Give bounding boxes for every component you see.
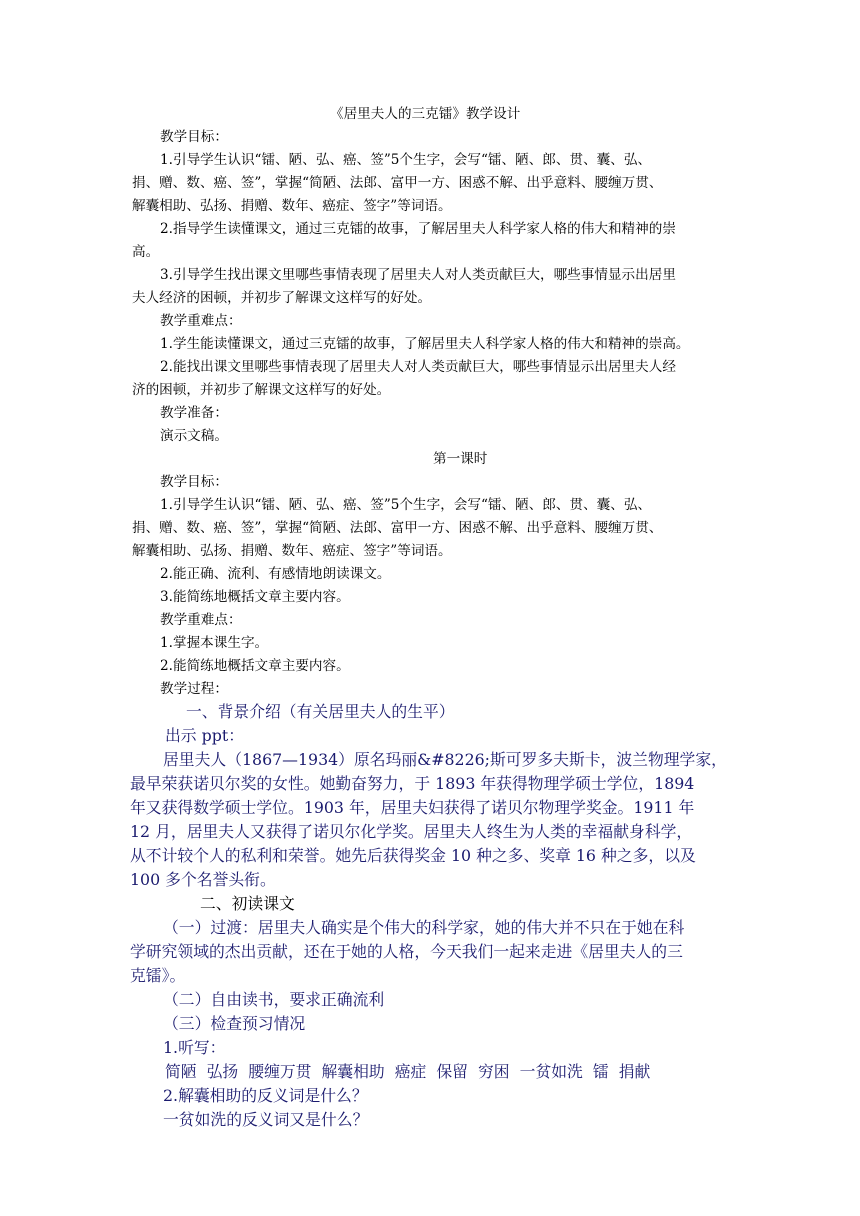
- bio-line-1: 居里夫人（1867—1934）原名玛丽&#8226;斯可罗多夫斯卡，波兰物理学家，: [163, 750, 727, 769]
- lesson-goal-2: 2.能正确、流利、有感情地朗读课文。: [160, 566, 391, 582]
- bio-line-4: 12 月，居里夫人又获得了诺贝尔化学奖。居里夫人终生为人类的幸福献身科学，: [130, 822, 693, 841]
- section-background-heading: 一、背景介绍（有关居里夫人的生平）: [186, 702, 455, 721]
- bio-line-2: 最早荣获诺贝尔奖的女性。她勤奋努力，于 1893 年获得物理学硕士学位，1894: [130, 774, 695, 793]
- lesson-goals-heading: 教学目标：: [160, 474, 228, 490]
- lesson-goal-1-line-2: 捐、赠、数、癌、签”，掌握“简陋、法郎、富甲一方、困惑不解、出乎意料、腰缠万贯、: [132, 520, 663, 536]
- key-point-2-line-2: 济的困顿，并初步了解课文这样写的好处。: [132, 382, 391, 398]
- transition-line-2: 学研究领域的杰出贡献，还在于她的人格，今天我们一起来走进《居里夫人的三: [130, 942, 683, 961]
- bio-line-5: 从不计较个人的私利和荣誉。她先后获得奖金 10 种之多、奖章 16 种之多，以及: [130, 846, 696, 865]
- goal-1-line-2: 捐、赠、数、癌、签”，掌握“简陋、法郎、富甲一方、困惑不解、出乎意料、腰缠万贯、: [132, 175, 663, 191]
- heading-key-points: 教学重难点：: [160, 313, 242, 329]
- show-ppt-label: 出示 ppt：: [165, 726, 244, 745]
- key-point-1: 1.学生能读懂课文，通过三克镭的故事，了解居里夫人科学家人格的伟大和精神的崇高。: [160, 336, 690, 352]
- lesson-goal-1-line-3: 解囊相助、弘扬、捐赠、数年、癌症、签字”等词语。: [132, 543, 452, 559]
- dictation-label: 1.听写：: [163, 1038, 226, 1057]
- free-reading: （二）自由读书，要求正确流利: [163, 990, 385, 1009]
- preparation-text: 演示文稿。: [160, 428, 228, 444]
- lesson-goal-3: 3.能简练地概括文章主要内容。: [160, 589, 350, 605]
- lesson-goal-1-line-1: 1.引导学生认识“镭、陋、弘、癌、签”5个生字，会写“镭、陋、郎、贯、囊、弘、: [160, 497, 652, 513]
- lesson-key-2: 2.能简练地概括文章主要内容。: [160, 658, 350, 674]
- dictation-words: 简陋 弘扬 腰缠万贯 解囊相助 癌症 保留 穷困 一贫如洗 镭 捐献: [165, 1062, 651, 1081]
- process-heading: 教学过程：: [160, 681, 228, 697]
- heading-preparation: 教学准备：: [160, 405, 228, 421]
- heading-teaching-goals: 教学目标：: [160, 129, 228, 145]
- document-title: 《居里夫人的三克镭》教学设计: [330, 106, 521, 122]
- bio-line-6: 100 多个名誉头衔。: [130, 870, 276, 889]
- bio-line-3: 年又获得数学硕士学位。1903 年，居里夫妇获得了诺贝尔物理学奖金。1911 年: [130, 798, 695, 817]
- transition-line-1: （一）过渡：居里夫人确实是个伟大的科学家，她的伟大并不只在于她在科: [163, 918, 685, 937]
- lesson-one-heading: 第一课时: [433, 451, 488, 467]
- antonym-question-2: 一贫如洗的反义词又是什么？: [163, 1110, 369, 1129]
- goal-2-line-2: 高。: [132, 244, 160, 260]
- goal-3-line-1: 3.引导学生找出课文里哪些事情表现了居里夫人对人类贡献巨大，哪些事情显示出居里: [160, 267, 676, 283]
- goal-1-line-3: 解囊相助、弘扬、捐赠、数年、癌症、签字”等词语。: [132, 198, 452, 214]
- lesson-key-heading: 教学重难点：: [160, 612, 242, 628]
- goal-3-line-2: 夫人经济的困顿，并初步了解课文这样写的好处。: [132, 290, 432, 306]
- key-point-2-line-1: 2.能找出课文里哪些事情表现了居里夫人对人类贡献巨大，哪些事情显示出居里夫人经: [160, 359, 676, 375]
- goal-2-line-1: 2.指导学生读懂课文，通过三克镭的故事，了解居里夫人科学家人格的伟大和精神的崇: [160, 221, 676, 237]
- antonym-question-1: 2.解囊相助的反义词是什么？: [163, 1086, 368, 1105]
- transition-line-3: 克镭》。: [130, 966, 186, 985]
- lesson-key-1: 1.掌握本课生字。: [160, 635, 269, 651]
- section-first-reading-heading: 二、初读课文: [200, 894, 295, 913]
- goal-1-line-1: 1.引导学生认识“镭、陋、弘、癌、签”5个生字，会写“镭、陋、郎、贯、囊、弘、: [160, 152, 652, 168]
- check-preview: （三）检查预习情况: [163, 1014, 306, 1033]
